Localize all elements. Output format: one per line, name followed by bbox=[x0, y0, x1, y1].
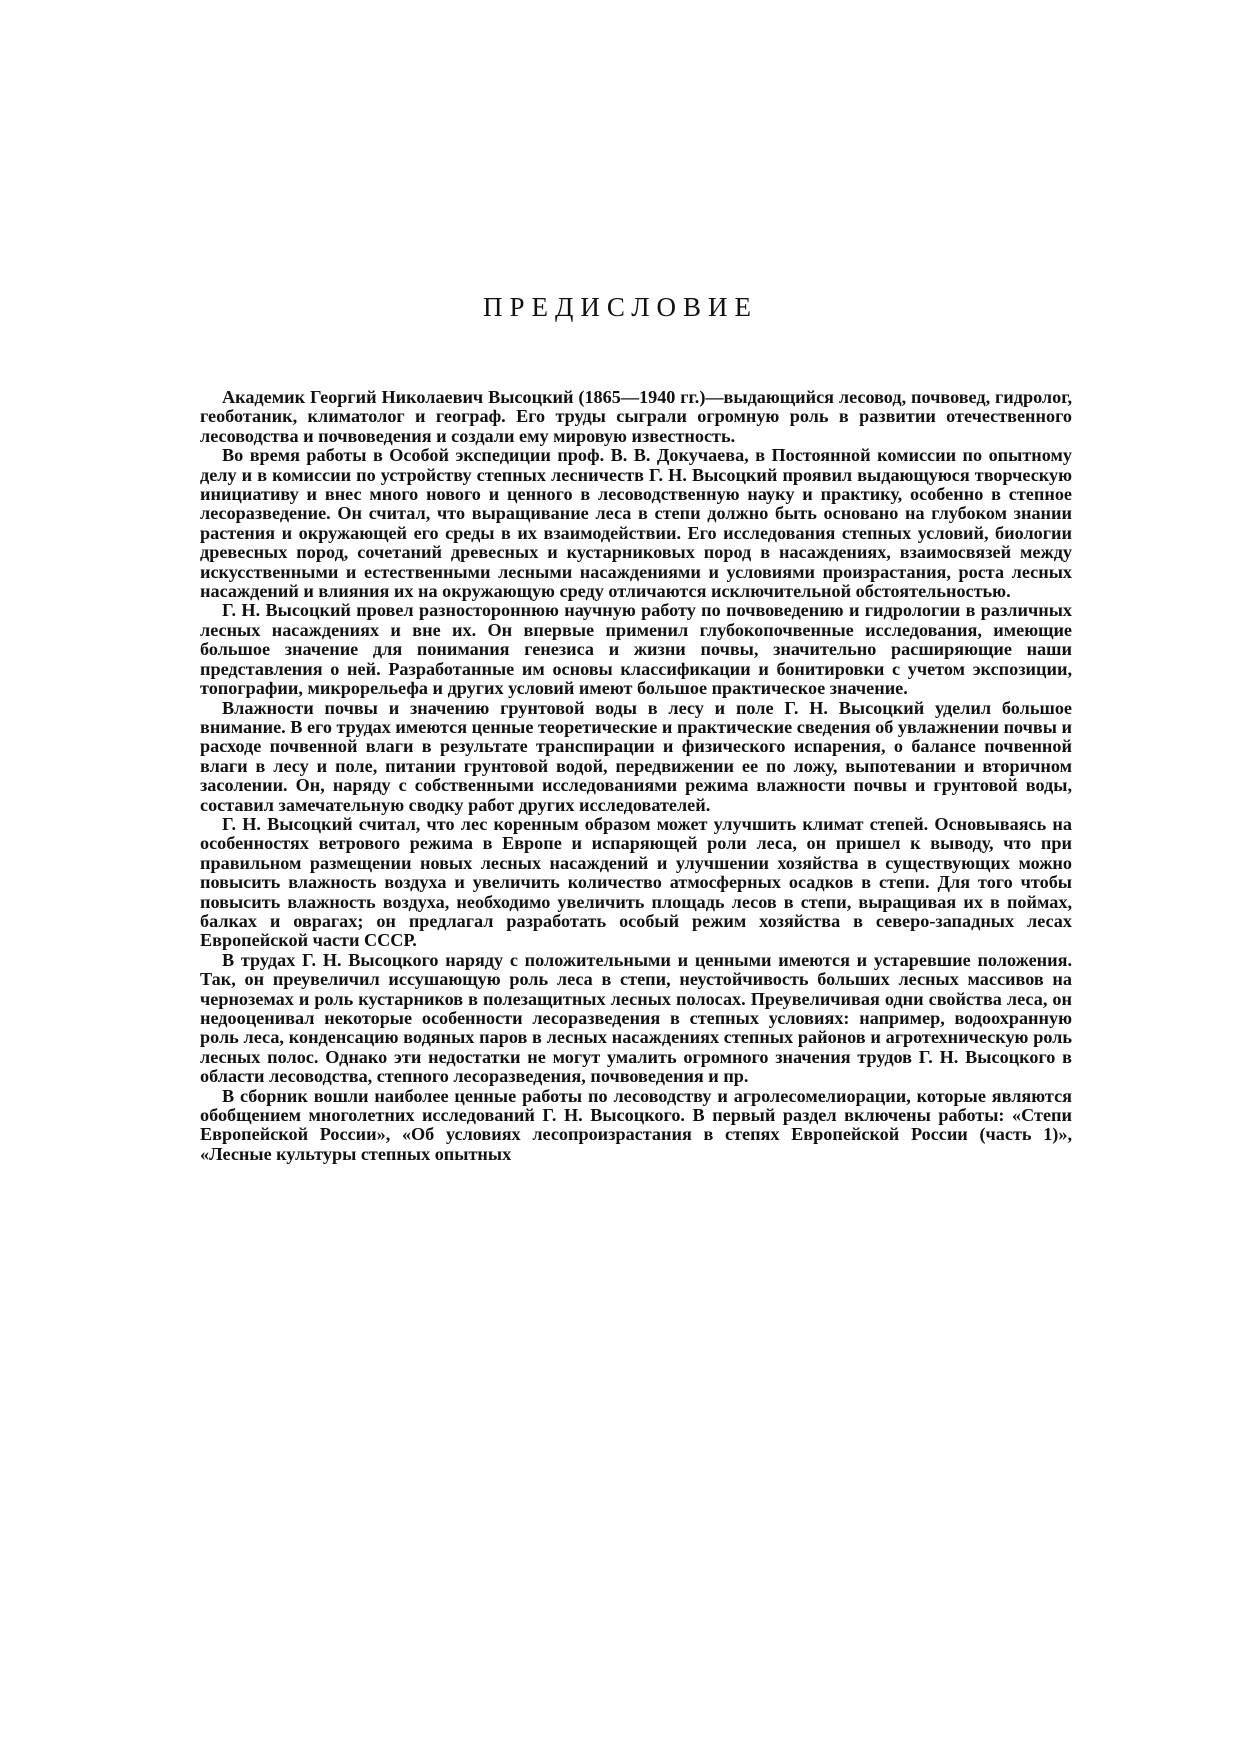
paragraph-4: Влажности почвы и значению грунтовой воды в лесу и поле Г. Н. Высоцкий уделил большое внимание. В его трудах имеются ценные теоретические и практические сведения об увлажнении почвы и расходе почвенной влаги в результате транспирации и физического испарения, о балансе почвенной влаги в лесу и поле, питании грунтовой водой, передвижении ее по ложу, выпотевании и вторичном засолении. Он, наряду с собственными исследованиями режима влажности почвы и грунтовой воды, составил замечательную сводку работ других исследователей. bbox=[200, 697, 1072, 815]
paragraph-2: Во время работы в Особой экспедиции проф. В. В. Докучаева, в Постоянной комиссии по опытному делу и в комиссии по устройству степных лесничеств Г. Н. Высоцкий проявил выдающуюся творческую инициативу и внес много нового и ценного в лесоводственную науку и практику, особенно в степное лесоразведение. Он считал, что выращивание леса в степи должно быть основано на глубоком знании растения и окружающей его среды в их взаимодействии. Его исследования степных условий, биологии древесных пород, сочетаний древесных и кустарниковых пород в насаждениях, взаимосвязей между искусственными и естественными лесными насаждениями и условиями произрастания, роста лесных насаждений и влияния их на окружающую среду отличаются исключительной обстоятельностью. bbox=[200, 445, 1072, 602]
paragraph-5: Г. Н. Высоцкий считал, что лес коренным образом может улучшить климат степей. Основываясь на особенностях ветрового режима в Европе и испаряющей роли леса, он пришел к выводу, что при правильном размещении новых лесных насаждений и улучшении хозяйства в существующих можно повысить влажность воздуха и увеличить количество атмосферных осадков в степи. Для того чтобы повысить влажность воздуха, необходимо увеличить площадь лесов в степи, выращивая их в поймах, балках и оврагах; он предлагал разработать особый режим хозяйства в северо-западных лесах Европейской части СССР. bbox=[200, 813, 1072, 951]
preface-body bbox=[200, 388, 1072, 1448]
paragraph-7: В сборник вошли наиболее ценные работы по лесоводству и агролесомелиорации, которые являются обобщением многолетних исследований Г. Н. Высоцкого. В первый раздел включены работы: «Степи Европейской России», «Об условиях лесопроизрастания в степях Европейской России (часть 1)», «Лесные культуры степных опытных bbox=[200, 1085, 1072, 1164]
paragraph-1: Академик Георгий Николаевич Высоцкий (1865—1940 гг.)—выдающийся лесовод, почвовед, гидролог, геоботаник, климатолог и географ. Его труды сыграли огромную роль в развитии отечественного лесоводства и почвоведения и создали ему мировую известность. bbox=[200, 387, 1072, 446]
paragraph-3: Г. Н. Высоцкий провел разностороннюю научную работу по почвоведению и гидрологии в различных лесных насаждениях и вне их. Он впервые применил глубокопочвенные исследования, имеющие большое значение для понимания генезиса и жизни почвы, значительно расширяющие наши представления о ней. Разработанные им основы классификации и бонитировки с учетом экспозиции, топографии, микрорельефа и других условий имеют большое практическое значение. bbox=[200, 600, 1072, 699]
page-title: ПРЕДИСЛОВИЕ bbox=[482, 292, 759, 322]
paragraph-6: В трудах Г. Н. Высоцкого наряду с положительными и ценными имеются и устаревшие положения. Так, он преувеличил иссушающую роль леса в степи, неустойчивость больших лесных массивов на черноземах и роль кустарников в полезащитных лесных полосах. Преувеличивая одни свойства леса, он недооценивал некоторые особенности лесоразведения в степных условиях: например, водоохранную роль леса, конденсацию водяных паров в лесных насаждениях степных районов и агротехническую роль лесных полос. Однако эти недостатки не могут умалить огромного значения трудов Г. Н. Высоцкого в области лесоводства, степного лесоразведения, почвоведения и пр. bbox=[200, 949, 1072, 1087]
